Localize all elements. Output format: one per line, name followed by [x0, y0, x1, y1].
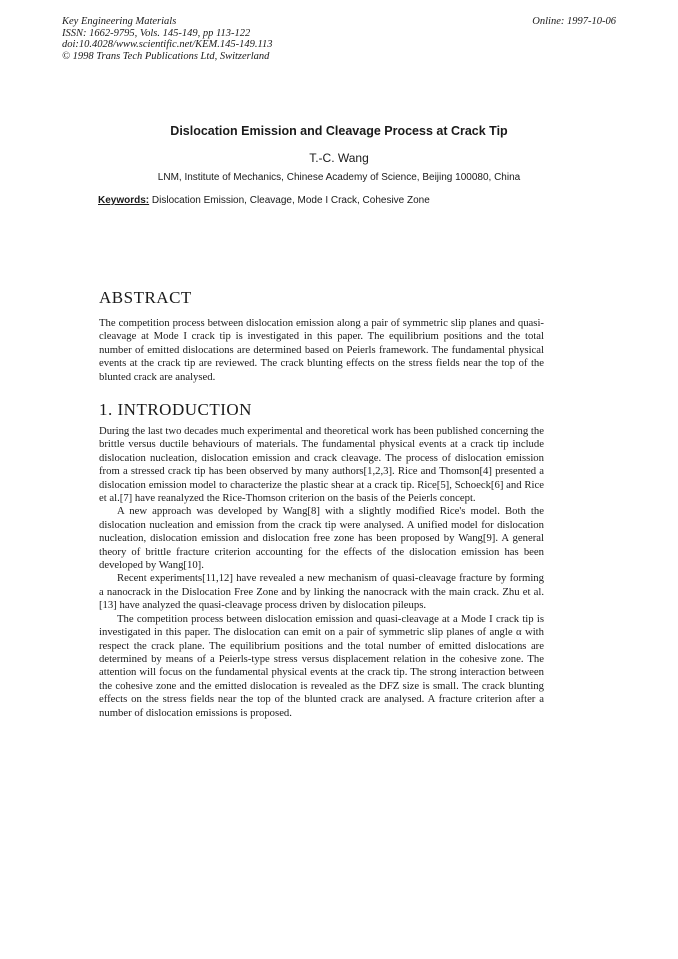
journal-metadata — [62, 16, 272, 62]
introduction-heading: 1. INTRODUCTION — [99, 400, 252, 419]
keywords-label: Keywords: — [98, 195, 150, 206]
intro-paragraph: A new approach was developed by Wang[8] with a slightly modified Rice's model. Both the dislocation nucleation and emission from the crack tip were analysed. A unified model for dislocation nucleation, dislocation emission and dislocation free zone has been proposed by Wang[9]. A general theory of brittle fracture criterion accounting for the effects of the dislocation emission has been developed by Wang[10]. — [99, 505, 544, 572]
abstract-text: The competition process between dislocation emission along a pair of symmetric slip planes and quasi-cleavage at Mode I crack tip is investigated in this paper. The equilibrium positions and the total number of emitted dislocations are determined based on Peierls framework. The fundamental physical events at the crack tip are reviewed. The crack blunting effects on the stress fields near the top of the blunted crack are analysed. — [99, 317, 544, 383]
online-date: Online: 1997-10-06 — [532, 16, 616, 27]
keywords-line — [98, 195, 430, 206]
author-name: T.-C. Wang — [309, 151, 369, 165]
journal-name: Key Engineering Materials — [62, 16, 177, 27]
intro-paragraph: The competition process between dislocation emission and quasi-cleavage at a Mode I crack tip is investigated in this paper. The dislocation can emit on a pair of symmetric slip planes of angle α with respect the crack plane. The equilibrium positions and the total number of emitted dislocations are determined by means of a Peierls-type stress versus displacement relation in the cohesive zone. The attention will focus on the fundamental physical events at the crack tip. The strong interaction between the cohesive zone and the emitted dislocation is revealed as the DFZ size is small. The crack blunting effects on the stress fields near the top of the blunted crack are analysed. A fracture criterion after a number of dislocation emissions is proposed. — [99, 612, 544, 719]
paper-title: Dislocation Emission and Cleavage Process at Crack Tip — [170, 124, 508, 138]
intro-paragraph: Recent experiments[11,12] have revealed a new mechanism of quasi-cleavage fracture by forming a nanocrack in the Dislocation Free Zone and by linking the nanocrack with the main crack. Zhu et al.[13] have analyzed the quasi-cleavage process driven by dislocation pileups. — [99, 572, 544, 612]
affiliation: LNM, Institute of Mechanics, Chinese Academy of Science, Beijing 100080, China — [157, 172, 521, 183]
keywords-list: Dislocation Emission, Cleavage, Mode I Crack, Cohesive Zone — [151, 195, 430, 206]
abstract-heading: ABSTRACT — [99, 288, 192, 307]
introduction-body — [99, 425, 544, 720]
intro-paragraph: During the last two decades much experimental and theoretical work has been published concerning the brittle versus ductile behaviours of materials. The fundamental physical events at a crack tip include dislocation nucleation, dislocation emission and crack cleavage. The process of dislocation emission from a stressed crack tip has been observed by many authors[1,2,3]. Rice and Thomson[4] presented a dislocation emission model to characterize the plastic shear at a crack tip. Rice[5], Schoeck[6] and Rice et al.[7] have reanalyzed the Rice-Thomson criterion on the basis of the Peierls concept. — [99, 425, 544, 505]
copyright-line: © 1998 Trans Tech Publications Ltd, Switzerland — [62, 50, 270, 62]
doi-line[interactable]: doi:10.4028/www.scientific.net/KEM.145-149.113 — [62, 39, 273, 50]
issn-line: ISSN: 1662-9795, Vols. 145-149, pp 113-122 — [62, 27, 251, 39]
